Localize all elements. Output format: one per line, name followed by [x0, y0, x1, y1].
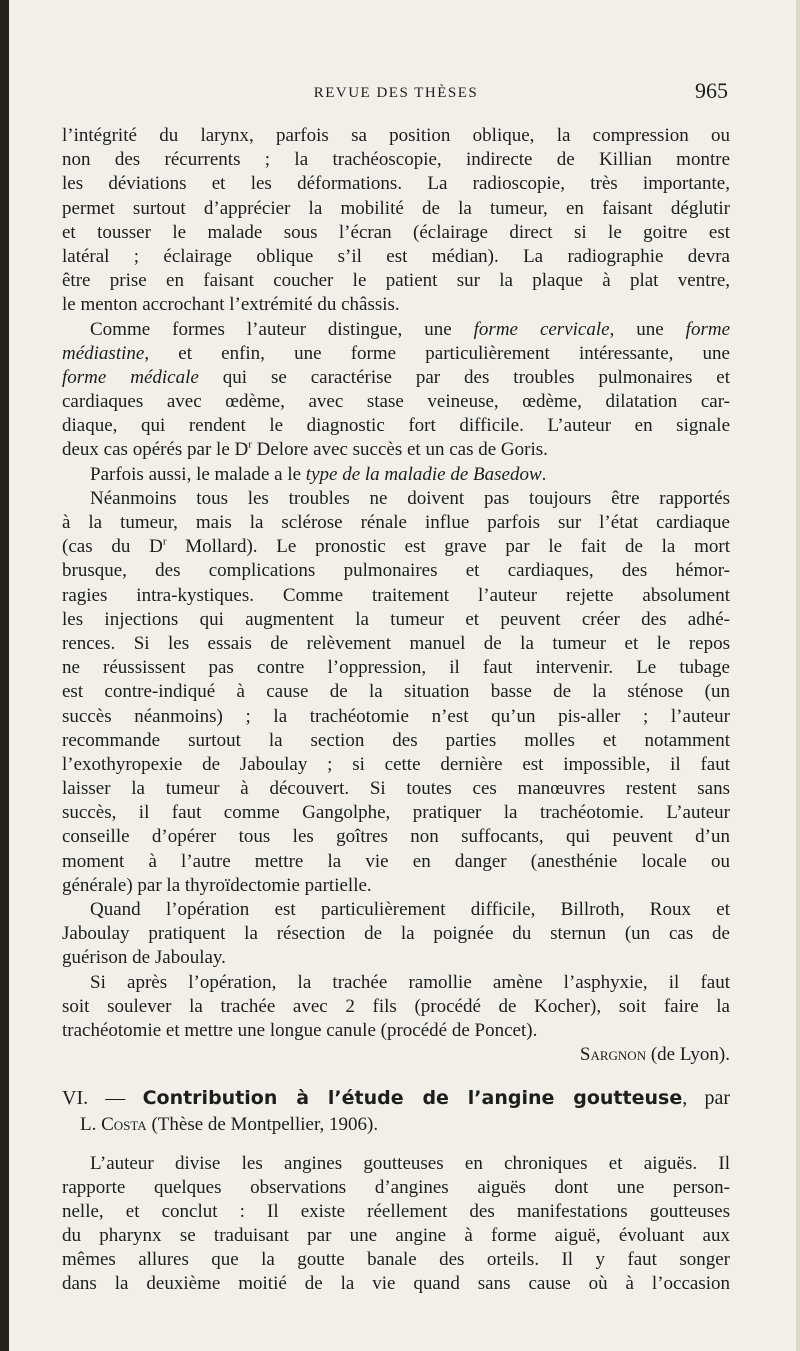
- text-line: laisser la tumeur à découvert. Si toutes ces manœuvres restent sans: [62, 778, 730, 800]
- text-line: le menton accrochant l’extrémité du châssis.: [62, 294, 400, 316]
- italic-term: forme cervicale: [473, 318, 610, 340]
- section-author-line: [62, 1113, 730, 1137]
- paragraph-6: [62, 971, 730, 1044]
- text-line: rences. Si les essais de relèvement manuel de la tumeur et le repos: [62, 632, 730, 654]
- text-run: Parfois aussi, le malade a le: [90, 463, 306, 485]
- signature-origin: (de Lyon).: [646, 1044, 730, 1066]
- text-run: Delore avec succès et un cas de Goris.: [251, 439, 548, 461]
- text-line: brusque, des complications pulmonaires et cardiaques, des hémor-: [62, 560, 730, 582]
- text-run: Comme formes l’auteur distingue, une: [90, 318, 474, 340]
- text-line: l’intégrité du larynx, parfois sa position oblique, la compression ou: [62, 125, 730, 146]
- text-line: L’auteur divise les angines goutteuses en chroniques et aiguës. Il: [90, 1152, 730, 1174]
- page-number: 965: [695, 78, 728, 103]
- text-line: rapporte quelques observations d’angines aiguës dont une person-: [62, 1176, 730, 1198]
- text-line: Quand l’opération est particulièrement difficile, Billroth, Roux et: [90, 899, 730, 920]
- text-run: qui se caractérise par des troubles pulmonaires et: [198, 366, 731, 388]
- text-line: nelle, et conclut : Il existe réellement des manifestations goutteuses: [62, 1200, 730, 1222]
- text-line: trachéotomie et mettre une longue canule (procédé de Poncet).: [62, 1019, 538, 1041]
- paragraph-4: [62, 487, 730, 898]
- text-line: [62, 366, 730, 390]
- text-line: Jaboulay pratiquent la résection de la poignée du sternun (un cas de: [62, 923, 730, 945]
- text-line: [62, 318, 730, 342]
- paragraph-1: [62, 124, 730, 318]
- paragraph-5: [62, 898, 730, 971]
- text-line: [62, 463, 730, 487]
- text-line: [62, 535, 730, 559]
- text-line: les injections qui augmentent la tumeur et peuvent créer des adhé-: [62, 608, 730, 630]
- section-title: Contribution à l’étude de l’angine goutteuse: [142, 1087, 683, 1110]
- section-spacer: [62, 1138, 730, 1152]
- text-line: succès, il faut comme Gangolphe, pratiquer la trachéotomie. L’auteur: [62, 802, 730, 824]
- italic-term: type de la maladie de Basedow: [305, 463, 542, 485]
- page-header: [62, 78, 730, 106]
- text-line: l’exothyropexie de Jaboulay ; si cette dernière est impossible, il faut: [62, 753, 730, 775]
- text-line: Si après l’opération, la trachée ramollie amène l’asphyxie, il faut: [90, 971, 730, 993]
- text-line: cardiaques avec œdème, avec stase veineuse, œdème, dilatation car-: [62, 391, 730, 413]
- paragraph-2: [62, 318, 730, 463]
- binding-edge: [0, 0, 9, 1351]
- section-spacer: [62, 1067, 730, 1083]
- text-run: (cas du D: [62, 536, 163, 558]
- paragraph-7: [62, 1152, 730, 1297]
- text-line: [62, 342, 730, 366]
- signature-name: Sargnon: [579, 1044, 647, 1066]
- text-line: soit soulever la trachée avec 2 fils (procédé de Kocher), soit faire la: [62, 995, 730, 1017]
- italic-term: forme: [685, 318, 730, 340]
- text-line: dans la deuxième moitié de la vie quand sans cause où à l’occasion: [62, 1273, 730, 1295]
- superscript: r: [162, 535, 167, 548]
- page-edge: [796, 0, 800, 1351]
- text-line: [62, 438, 730, 462]
- section-title-line: [62, 1083, 730, 1113]
- thesis-source: (Thèse de Montpellier, 1906).: [146, 1114, 379, 1136]
- text-line: latéral ; éclairage oblique s’il est médian). La radiographie devra: [62, 245, 730, 267]
- section-by: , par: [682, 1087, 730, 1110]
- text-run: Mollard). Le pronostic est grave par le fait de la mort: [166, 536, 730, 558]
- italic-term: forme médicale: [62, 366, 199, 388]
- running-title: REVUE DES THÈSES: [313, 85, 479, 101]
- text-line: générale) par la thyroïdectomie partielle.: [62, 874, 372, 896]
- text-line: conseille d’opérer tous les goîtres non suffocants, qui peuvent d’un: [62, 826, 730, 848]
- text-run: , et enfin, une forme particulièrement intéressante, une: [144, 342, 730, 364]
- paragraph-3: [62, 463, 730, 487]
- text-line: ragies intra-kystiques. Comme traitement l’auteur rejette absolument: [62, 584, 730, 606]
- text-run: .: [541, 463, 547, 485]
- section-heading: [62, 1083, 730, 1137]
- text-line: permet surtout d’apprécier la mobilité de la tumeur, en faisant déglutir: [62, 197, 730, 219]
- text-line: moment à l’autre mettre la vie en danger (anesthénie locale ou: [62, 850, 730, 872]
- text-line: et tousser le malade sous l’écran (éclairage direct si le goitre est: [62, 221, 730, 243]
- text-line: Néanmoins tous les troubles ne doivent pas toujours être rapportés: [90, 487, 730, 509]
- body-text: [62, 124, 730, 1297]
- text-line: diaque, qui rendent le diagnostic fort difficile. L’auteur en signale: [62, 415, 730, 437]
- text-line: recommande surtout la section des parties molles et notamment: [62, 729, 730, 751]
- text-line: être prise en faisant coucher le patient sur la plaque à plat ventre,: [62, 270, 730, 292]
- italic-term: médiastine: [62, 342, 145, 364]
- author-name: Costa: [101, 1114, 147, 1136]
- text-line: mêmes allures que la goutte banale des orteils. Il y faut songer: [62, 1249, 730, 1271]
- section-numeral: VI. —: [62, 1087, 143, 1110]
- text-run: deux cas opérés par le D: [62, 439, 249, 461]
- text-line: est contre-indiqué à cause de la situation basse de la sténose (un: [62, 681, 730, 703]
- text-line: guérison de Jaboulay.: [62, 947, 226, 969]
- text-line: ne réussissent pas contre l’oppression, il faut intervenir. Le tubage: [62, 657, 730, 679]
- text-line: du pharynx se traduisant par une angine à forme aiguë, évoluant aux: [62, 1225, 730, 1247]
- author-signature: [62, 1043, 730, 1067]
- text-line: à la tumeur, mais la sclérose rénale influe parfois sur l’état cardiaque: [62, 512, 730, 533]
- text-line: non des récurrents ; la trachéoscopie, indirecte de Killian montre: [62, 149, 730, 171]
- author-initial: L.: [80, 1114, 102, 1136]
- superscript: r: [248, 439, 252, 452]
- text-run: , une: [609, 318, 686, 340]
- text-line: succès néanmoins) ; la trachéotomie n’est qu’un pis-aller ; l’auteur: [62, 705, 730, 727]
- text-line: les déviations et les déformations. La radioscopie, très importante,: [62, 173, 730, 195]
